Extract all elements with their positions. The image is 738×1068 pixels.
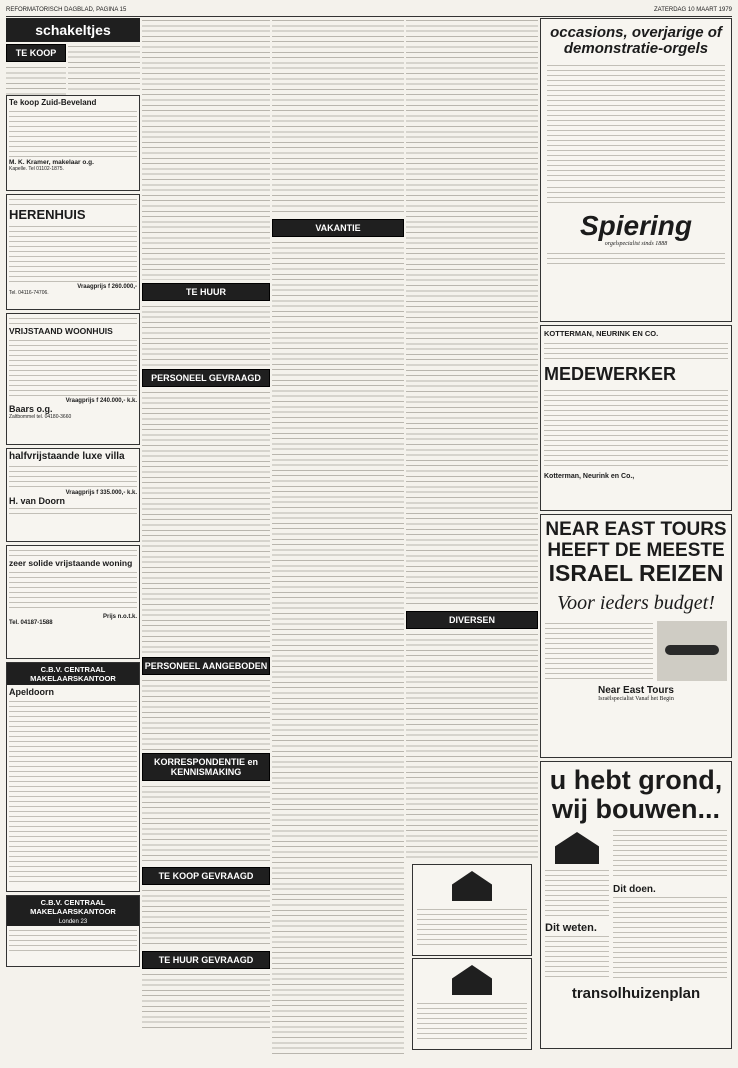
- ad-body: [9, 570, 137, 612]
- ad-body: [547, 185, 725, 207]
- box-heading: Dit doen.: [613, 884, 656, 895]
- ad-luxe-villa: [6, 448, 140, 542]
- small-ads-text: [68, 44, 140, 92]
- ad-company: C.B.V. CENTRAAL MAKELAARSKANTOOR: [7, 896, 139, 918]
- ad-title: Te koop Zuid-Beveland: [9, 98, 97, 107]
- ad-body: [9, 224, 137, 282]
- small-ads-text: [142, 18, 270, 280]
- brand-name: Near East Tours: [598, 685, 674, 696]
- coupon-form[interactable]: [545, 621, 653, 681]
- ad-body: [9, 928, 137, 952]
- ad-company: C.B.V. CENTRAAL MAKELAARSKANTOOR: [7, 663, 139, 685]
- ad-company: Kotterman, Neurink en Co.,: [544, 473, 635, 480]
- organ-list: [547, 63, 725, 181]
- coupon-form[interactable]: [613, 895, 727, 981]
- house-logo-icon: [452, 965, 492, 995]
- ad-headline-2: wij bouwen...: [552, 794, 720, 824]
- ad-body: [9, 699, 137, 885]
- small-ads-text: [142, 678, 270, 750]
- small-ads-text: [142, 888, 270, 948]
- ad-tel: Tel. 04187-1588: [9, 620, 53, 626]
- ad-headline-1: u hebt grond,: [549, 765, 723, 795]
- ad-realestate-logo: [412, 864, 532, 956]
- ad-city: Londen 23: [7, 918, 139, 926]
- section-personeel-aangeboden: PERSONEEL AANGEBODEN: [142, 657, 270, 675]
- airplane-icon: [665, 645, 719, 655]
- ad-price: Vraagprijs f 260.000,-: [77, 284, 137, 290]
- ad-transol: [540, 761, 732, 1049]
- ad-body: [9, 338, 137, 396]
- box-heading: Dit weten.: [545, 922, 597, 934]
- brand-name: transolhuizenplan: [571, 985, 701, 1002]
- ad-body: [9, 464, 137, 488]
- small-ads-text: [142, 784, 270, 864]
- ad-spiering-organs: [540, 18, 732, 322]
- ad-price: Vraagprijs f 335.000,- k.k.: [65, 490, 137, 496]
- small-ads-text: [6, 65, 66, 95]
- small-ads-text: [142, 304, 270, 366]
- ad-body: [9, 109, 137, 157]
- small-ads-text: [272, 240, 404, 1058]
- small-ads-text: [142, 972, 270, 1032]
- ad-headline-3: ISRAEL REIZEN: [548, 560, 724, 586]
- ad-near-east-tours: [540, 514, 732, 758]
- plane-illustration: [657, 621, 727, 681]
- ad-city: Apeldoorn: [9, 687, 54, 697]
- ad-realestate-logo-2: [412, 958, 532, 1050]
- brand-tagline: Israëlspecialist Vanaf het Begin: [598, 696, 674, 702]
- masthead-schakeltjes: schakeltjes: [6, 18, 140, 42]
- ad-company: Baars o.g.: [9, 404, 53, 414]
- ad-body: [417, 907, 527, 947]
- ad-zuid-beveland: [6, 95, 140, 191]
- section-te-huur: TE HUUR: [142, 283, 270, 301]
- ad-company: H. van Doorn: [9, 496, 66, 506]
- ad-intro: [544, 341, 728, 361]
- section-te-huur-gevraagd: TE HUUR GEVRAAGD: [142, 951, 270, 969]
- ad-title: occasions, overjarige of demonstratie-orgels: [550, 24, 722, 57]
- ad-tel: Tel. 04116-74706.: [9, 290, 49, 296]
- spiering-logo: Spiering: [579, 210, 692, 241]
- ad-headline-2: HEEFT DE MEESTE: [547, 540, 725, 561]
- column-1: [6, 18, 140, 970]
- ad-title: KOTTERMAN, NEURINK EN CO.: [544, 329, 659, 338]
- column-2: [142, 18, 270, 1032]
- ad-footer: [9, 506, 137, 516]
- ad-slogan: Voor ieders budget!: [557, 592, 715, 614]
- section-te-koop-gevraagd: TE KOOP GEVRAAGD: [142, 867, 270, 885]
- small-ads-text: [142, 390, 270, 654]
- column-4: [406, 18, 538, 1052]
- ad-zeer-solide-woning: [6, 545, 140, 659]
- ad-title: halfvrijstaande luxe villa: [9, 451, 125, 462]
- section-correspondentie: KORRESPONDENTIE en KENNISMAKING: [142, 753, 270, 781]
- ad-intro: [9, 197, 137, 207]
- ad-title: HERENHUIS: [9, 207, 86, 222]
- ad-intro: [9, 316, 137, 326]
- small-ads-text: [272, 18, 404, 216]
- header-left: REFORMATORISCH DAGBLAD, PAGINA 15: [6, 7, 127, 13]
- ad-intro: [9, 548, 137, 558]
- ad-body: [417, 1001, 527, 1041]
- ad-kotterman: [540, 325, 732, 511]
- ad-address: Kapelle. Tel 01102-1875.: [9, 166, 64, 172]
- small-ads-text: [406, 632, 538, 862]
- section-vakantie: VAKANTIE: [272, 219, 404, 237]
- section-personeel-gevraagd: PERSONEEL GEVRAAGD: [142, 369, 270, 387]
- running-header: [6, 4, 732, 17]
- ad-body: [544, 388, 728, 470]
- job-title: MEDEWERKER: [544, 364, 677, 384]
- column-3: [272, 18, 404, 1058]
- ad-title: zeer solide vrijstaande woning: [9, 558, 133, 568]
- ad-price: Prijs n.o.t.k.: [102, 614, 137, 620]
- ad-tel: Zaltbommel tel. 04180-3660: [9, 414, 72, 420]
- house-logo-icon: [452, 871, 492, 901]
- ad-price: Vraagprijs f 240.000,- k.k.: [65, 398, 137, 404]
- ad-vrijstaand-woonhuis: [6, 313, 140, 445]
- ad-body: [545, 868, 609, 918]
- house-logo-icon: [555, 832, 599, 864]
- ad-body: [545, 934, 609, 980]
- ad-checklist: [613, 828, 727, 880]
- header-right: ZATERDAG 10 MAART 1979: [653, 7, 732, 13]
- small-ads-text: [406, 18, 538, 608]
- spiering-tagline: orgelspecialist sinds 1888: [604, 241, 668, 247]
- ad-herenhuis: [6, 194, 140, 310]
- section-diversen: DIVERSEN: [406, 611, 538, 629]
- ad-address: [547, 251, 725, 267]
- ad-cbv-london: [6, 895, 140, 967]
- column-5: [540, 18, 732, 1052]
- ad-title: VRIJSTAAND WOONHUIS: [9, 326, 113, 336]
- section-te-koop: TE KOOP: [6, 44, 66, 62]
- ad-cbv-apeldoorn: [6, 662, 140, 892]
- ad-headline-1: NEAR EAST TOURS: [545, 519, 727, 540]
- ad-company: M. K. Kramer, makelaar o.g.: [9, 159, 94, 166]
